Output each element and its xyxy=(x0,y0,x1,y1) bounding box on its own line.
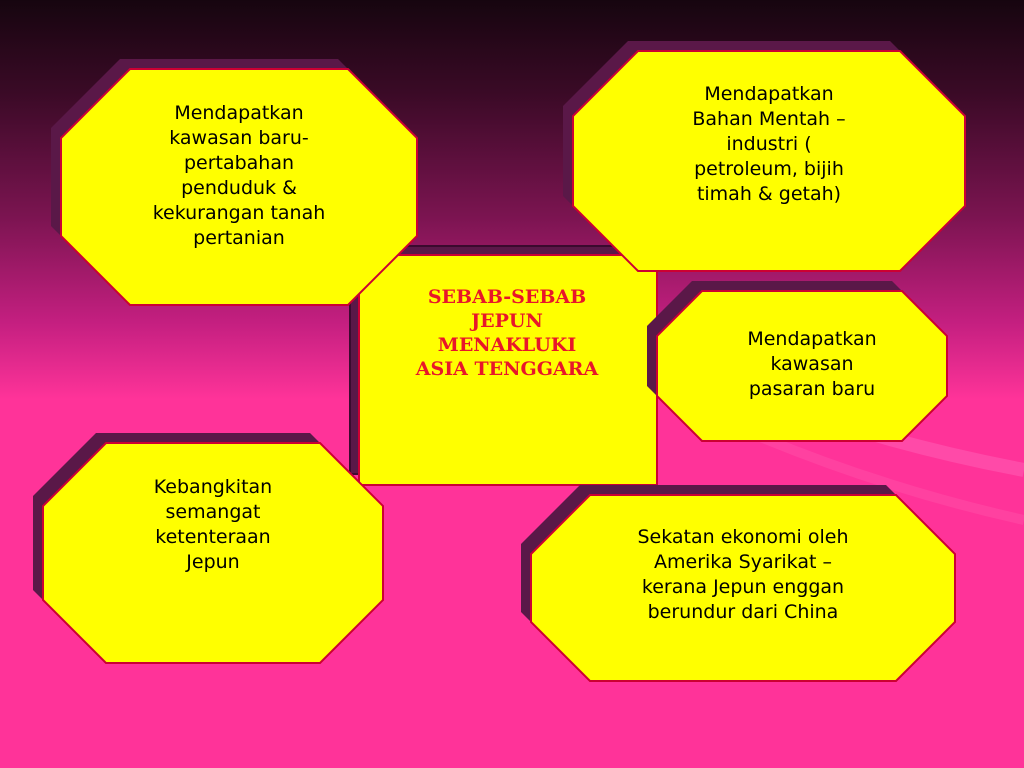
cause-middle-right xyxy=(656,290,948,442)
cause-top-left-text: Mendapatkan kawasan baru- pertabahan penduduk & kekurangan tanah pertanian xyxy=(152,102,326,249)
cause-top-right xyxy=(572,50,966,272)
center-title: SEBAB-SEBAB JEPUN MENAKLUKI ASIA TENGGARA xyxy=(415,286,599,380)
cause-bottom-right-text: Sekatan ekonomi oleh Amerika Syarikat – kerana Jepun enggan berundur dari China xyxy=(637,526,849,623)
cause-top-right-text: Mendapatkan Bahan Mentah – industri ( petroleum, bijih timah & getah) xyxy=(692,82,846,205)
cause-top-left xyxy=(60,68,418,306)
cause-middle-right-text: Mendapatkan kawasan pasaran baru xyxy=(747,327,877,400)
cause-bottom-left-text: Kebangkitan semangat ketenteraan Jepun xyxy=(153,476,273,573)
cause-bottom-right xyxy=(530,494,956,682)
cause-bottom-left xyxy=(42,442,384,664)
